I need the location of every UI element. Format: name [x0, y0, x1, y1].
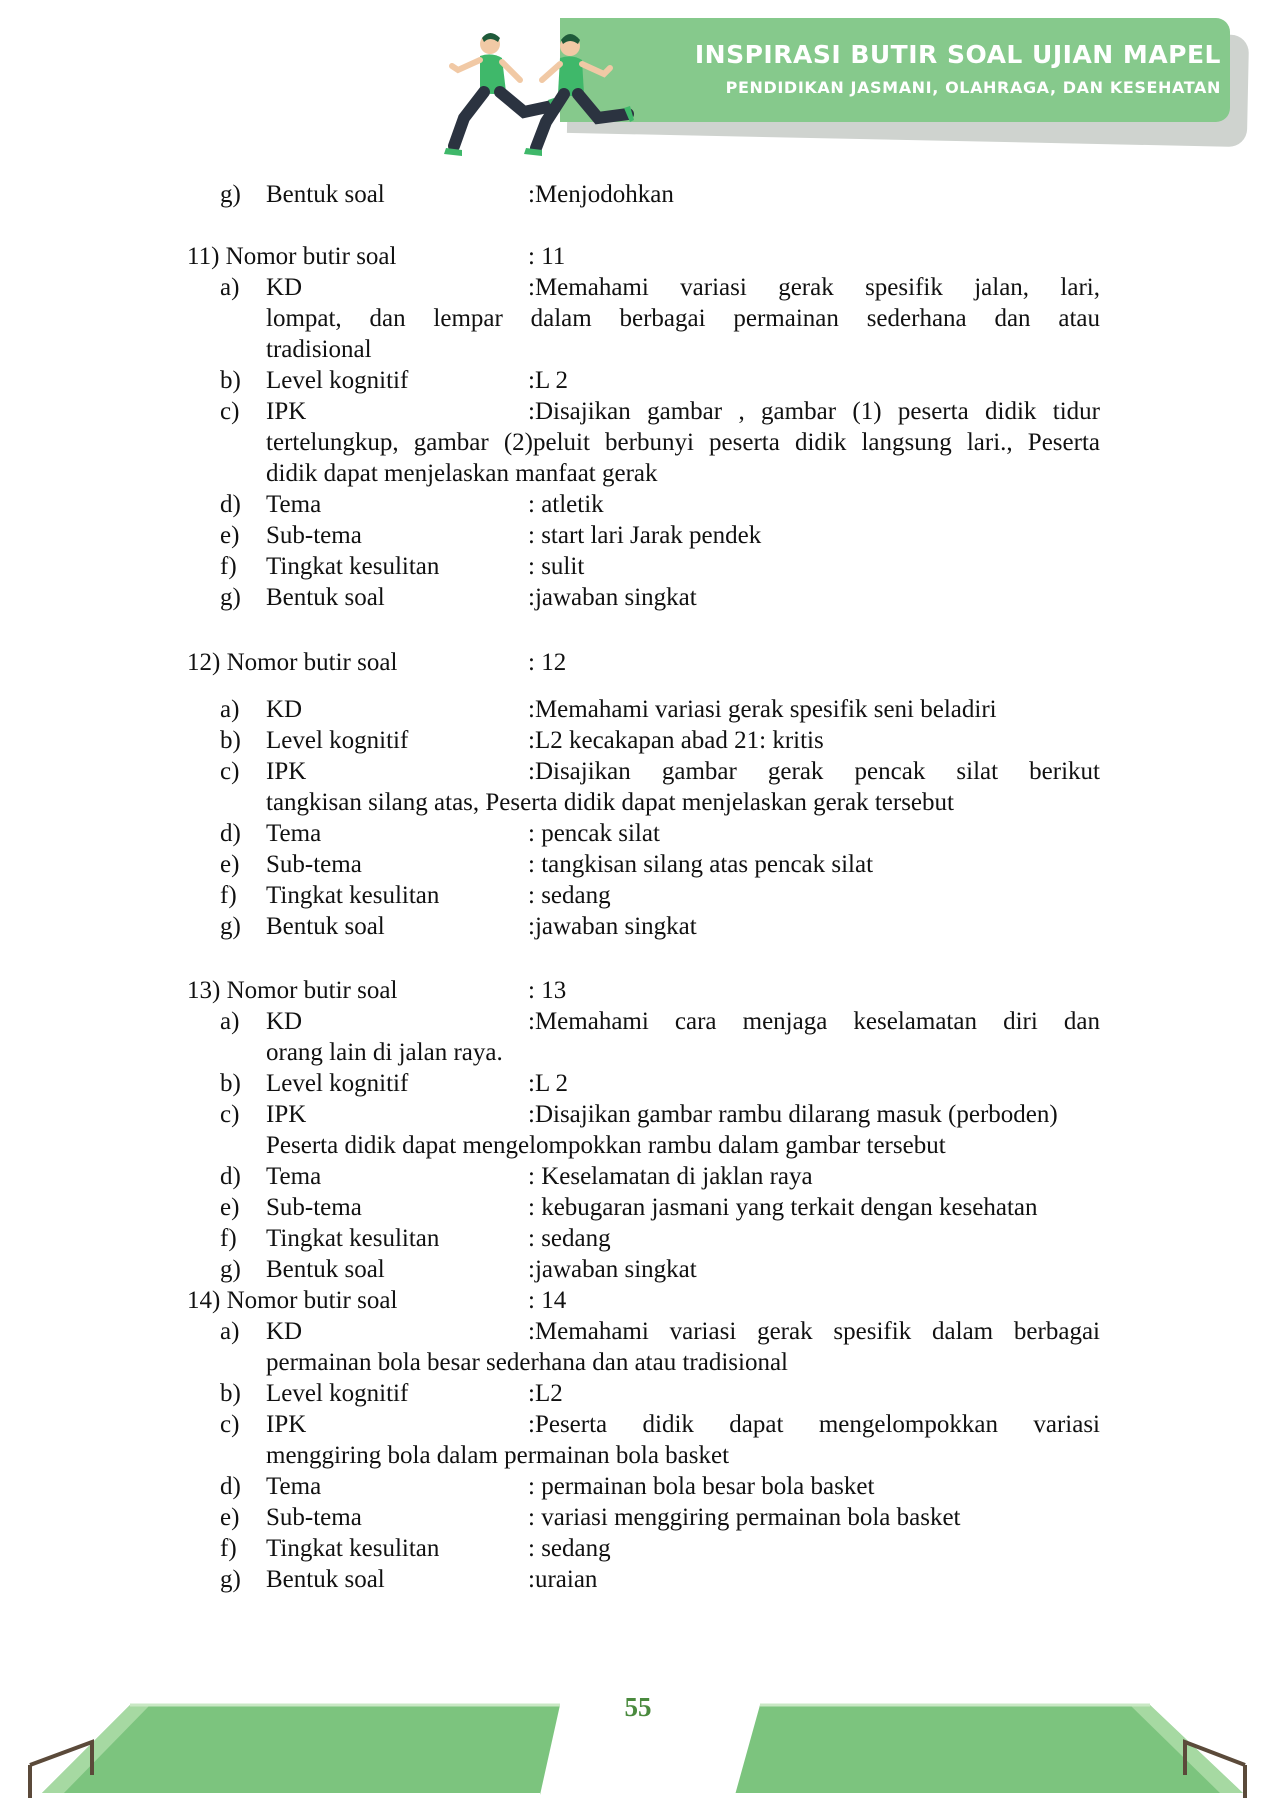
item-marker: c)	[220, 398, 240, 425]
page-number: 55	[624, 1692, 652, 1722]
ipk-line: :Peserta didik dapat mengelompokkan variasi	[528, 1411, 1100, 1438]
field-label: Tingkat kesulitan	[266, 553, 440, 580]
field-value: : sedang	[528, 882, 611, 909]
field-value: :Memahami variasi gerak spesifik seni beladiri	[528, 696, 997, 723]
field-label: KD	[266, 274, 303, 301]
field-label: Tema	[266, 820, 322, 847]
field-value: : sulit	[528, 553, 585, 580]
item-marker: f)	[220, 1225, 237, 1252]
field-label: IPK	[266, 1101, 307, 1128]
item-marker: a)	[220, 274, 240, 301]
item-number-label: 11) Nomor butir soal	[187, 243, 397, 270]
field-value: : atletik	[528, 491, 604, 518]
item-marker: c)	[220, 1411, 240, 1438]
field-label: Tema	[266, 1473, 322, 1500]
field-label: Tingkat kesulitan	[266, 1535, 440, 1562]
field-value: :L2 kecakapan abad 21: kritis	[528, 727, 824, 754]
field-left-icon	[30, 1705, 560, 1798]
item-marker: d)	[220, 820, 241, 847]
item-marker: b)	[220, 1380, 241, 1407]
item-marker: d)	[220, 1163, 241, 1190]
ipk-line: :Disajikan gambar , gambar (1) peserta didik tidur	[528, 398, 1100, 425]
field-label: KD	[266, 1008, 303, 1035]
runners-illustration	[420, 24, 670, 164]
field-label: Bentuk soal	[266, 1566, 385, 1593]
field-label: IPK	[266, 398, 307, 425]
item-marker: a)	[220, 1008, 240, 1035]
item-number-value: : 14	[528, 1287, 567, 1314]
item-marker: g)	[220, 1566, 241, 1593]
field-label: Tingkat kesulitan	[266, 882, 440, 909]
field-value: : kebugaran jasmani yang terkait dengan kesehatan	[528, 1194, 1038, 1221]
item-marker: f)	[220, 882, 237, 909]
kd-line: tradisional	[266, 336, 372, 363]
kd-line: lompat, dan lempar dalam berbagai permainan sederhana dan atau	[266, 305, 1100, 332]
field-value: :jawaban singkat	[528, 1256, 697, 1283]
item-marker: c)	[220, 1101, 240, 1128]
ipk-line: tangkisan silang atas, Peserta didik dapat menjelaskan gerak tersebut	[266, 789, 954, 816]
footer-field-illustration	[0, 1670, 1275, 1800]
banner-subtitle: PENDIDIKAN JASMANI, OLAHRAGA, DAN KESEHATAN	[725, 78, 1221, 97]
field-label: Level kognitif	[266, 367, 409, 394]
field-label: Sub-tema	[266, 1504, 362, 1531]
ipk-line: :Disajikan gambar rambu dilarang masuk (perboden)	[528, 1101, 1058, 1128]
item-marker: e)	[220, 1194, 240, 1221]
field-value: : start lari Jarak pendek	[528, 522, 762, 549]
field-label: Level kognitif	[266, 727, 409, 754]
field-label: IPK	[266, 1411, 307, 1438]
field-label: KD	[266, 696, 303, 723]
item-marker: a)	[220, 696, 240, 723]
item-marker: d)	[220, 491, 241, 518]
field-label: Bentuk soal	[266, 181, 385, 208]
item-marker: g)	[220, 1256, 241, 1283]
item-number-label: 13) Nomor butir soal	[187, 977, 398, 1004]
field-value: :jawaban singkat	[528, 584, 697, 611]
item-marker: b)	[220, 1070, 241, 1097]
field-label: Tingkat kesulitan	[266, 1225, 440, 1252]
field-right-icon	[735, 1705, 1245, 1798]
kd-line: orang lain di jalan raya.	[266, 1039, 503, 1066]
field-value: : sedang	[528, 1535, 611, 1562]
ipk-line: tertelungkup, gambar (2)peluit berbunyi peserta didik langsung lari., Peserta	[266, 429, 1100, 456]
kd-line: permainan bola besar sederhana dan atau tradisional	[266, 1349, 788, 1376]
item-marker: b)	[220, 367, 241, 394]
item-marker: e)	[220, 851, 240, 878]
field-label: Bentuk soal	[266, 584, 385, 611]
field-value: : sedang	[528, 1225, 611, 1252]
ipk-line: Peserta didik dapat mengelompokkan rambu dalam gambar tersebut	[266, 1132, 946, 1159]
field-label: Sub-tema	[266, 1194, 362, 1221]
item-marker: g)	[220, 913, 241, 940]
field-value: :Menjodohkan	[528, 181, 674, 208]
field-label: Sub-tema	[266, 522, 362, 549]
field-value: : permainan bola besar bola basket	[528, 1473, 875, 1500]
item-marker: g)	[220, 584, 241, 611]
item-marker: e)	[220, 1504, 240, 1531]
kd-line: :Memahami variasi gerak spesifik dalam berbagai	[528, 1318, 1100, 1345]
item-marker: b)	[220, 727, 241, 754]
ipk-line: didik dapat menjelaskan manfaat gerak	[266, 460, 658, 487]
ipk-line: :Disajikan gambar gerak pencak silat berikut	[528, 758, 1100, 785]
item-marker: g)	[220, 181, 241, 208]
item-marker: e)	[220, 522, 240, 549]
item-number-value: : 12	[528, 649, 567, 676]
field-label: KD	[266, 1318, 303, 1345]
field-value: :L2	[528, 1380, 563, 1407]
field-value: : pencak silat	[528, 820, 660, 847]
item-marker: a)	[220, 1318, 240, 1345]
field-label: Level kognitif	[266, 1380, 409, 1407]
runner-right-icon	[524, 34, 634, 156]
field-label: Tema	[266, 491, 322, 518]
field-value: : Keselamatan di jaklan raya	[528, 1163, 813, 1190]
item-number-value: : 11	[528, 243, 566, 270]
field-value: :jawaban singkat	[528, 913, 697, 940]
field-label: Bentuk soal	[266, 1256, 385, 1283]
item-marker: f)	[220, 553, 237, 580]
field-label: Level kognitif	[266, 1070, 409, 1097]
field-value: : tangkisan silang atas pencak silat	[528, 851, 874, 878]
kd-line: :Memahami cara menjaga keselamatan diri dan	[528, 1008, 1100, 1035]
kd-line: :Memahami variasi gerak spesifik jalan, lari,	[528, 274, 1100, 301]
field-label: Tema	[266, 1163, 322, 1190]
item-marker: d)	[220, 1473, 241, 1500]
item-number-value: : 13	[528, 977, 567, 1004]
field-value: :L 2	[528, 1070, 569, 1097]
field-value: : variasi menggiring permainan bola basket	[528, 1504, 961, 1531]
item-marker: c)	[220, 758, 240, 785]
field-value: :uraian	[528, 1566, 598, 1593]
field-label: Sub-tema	[266, 851, 362, 878]
item-number-label: 12) Nomor butir soal	[187, 649, 398, 676]
field-label: Bentuk soal	[266, 913, 385, 940]
item-marker: f)	[220, 1535, 237, 1562]
ipk-line: menggiring bola dalam permainan bola basket	[266, 1442, 730, 1469]
field-value: :L 2	[528, 367, 569, 394]
banner-title: INSPIRASI BUTIR SOAL UJIAN MAPEL	[694, 40, 1221, 69]
item-number-label: 14) Nomor butir soal	[187, 1287, 398, 1314]
field-label: IPK	[266, 758, 307, 785]
